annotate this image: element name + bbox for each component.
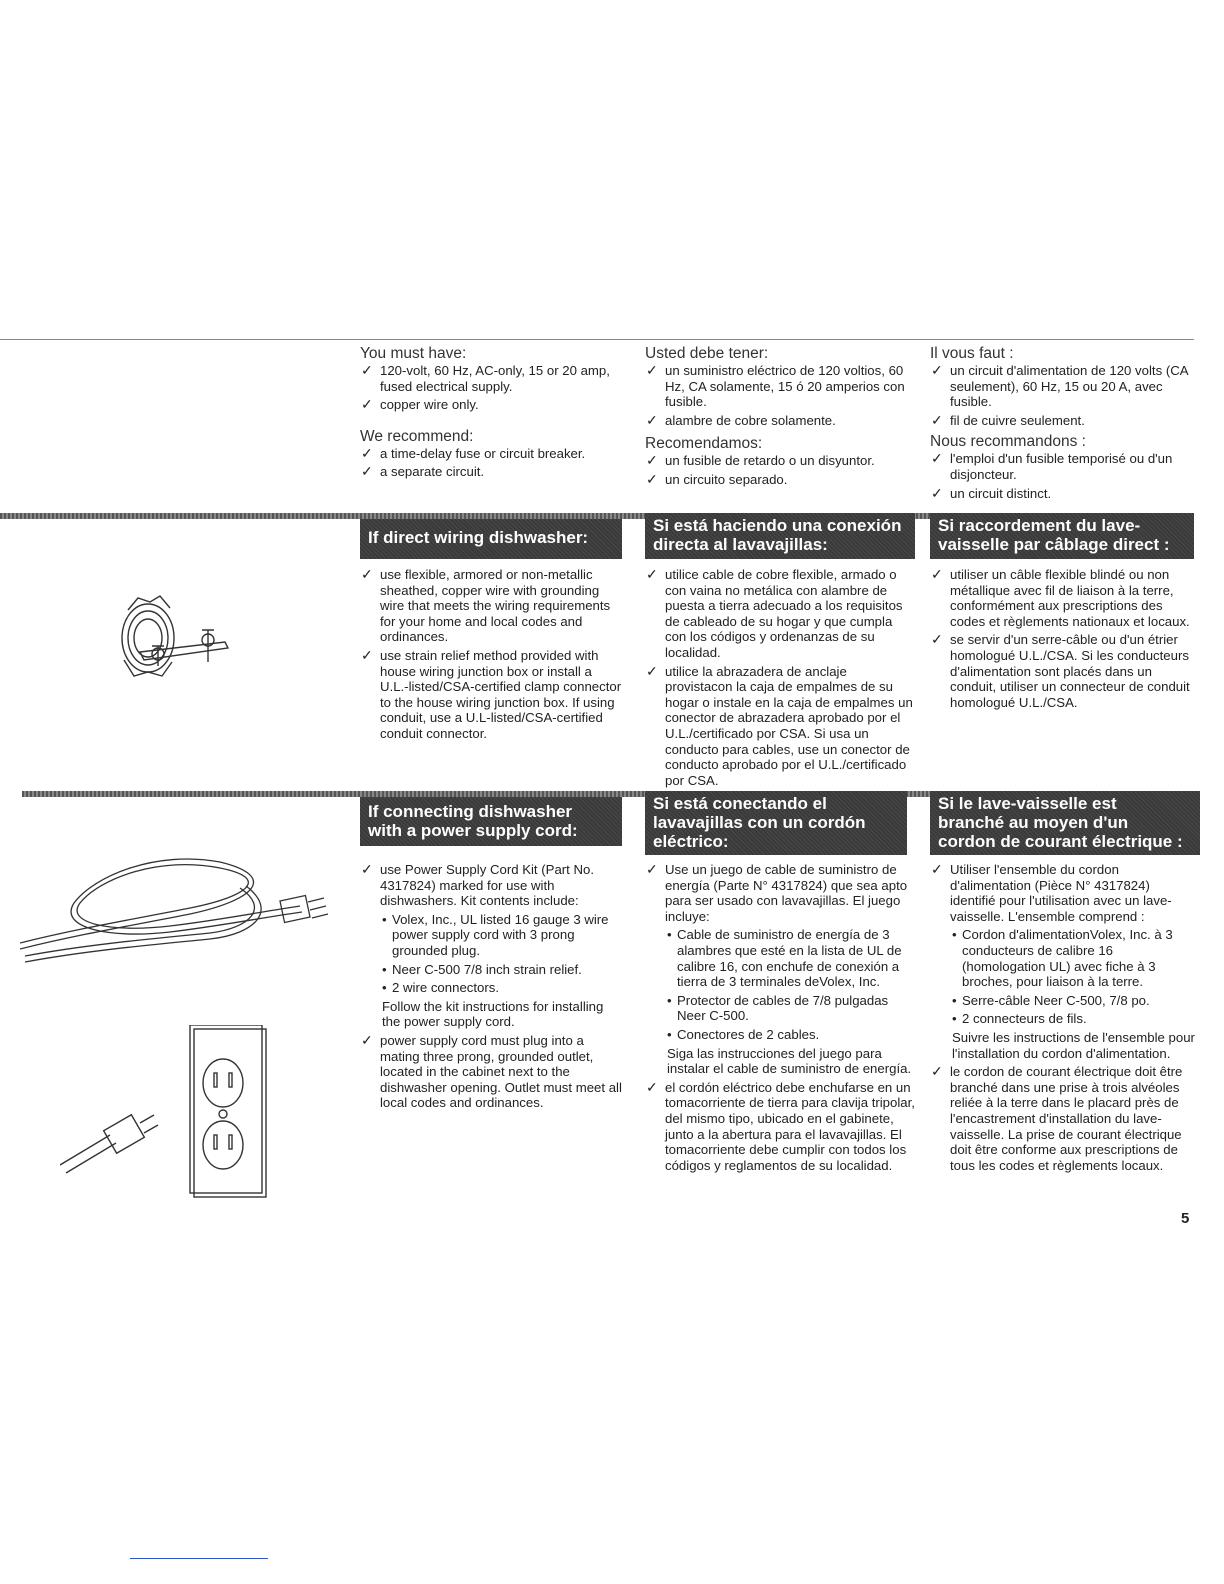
list-item: ✓ a time-delay fuse or circuit breaker. [361, 444, 586, 461]
requirements-fr [930, 345, 1200, 504]
checkmark-icon: ✓ [646, 362, 658, 378]
list-item: ✓ Utiliser l'ensemble du cordon d'alimentation (Pièce N° 4317824) identifié pour l'utilisation avec un lave-vaisselle. L'ensemble comprend : [931, 861, 1172, 924]
bullet-item: • Conectores de 2 cables. [667, 1026, 820, 1042]
checkmark-icon: ✓ [646, 470, 658, 487]
checkmark-icon: ✓ [361, 1031, 373, 1048]
must-have-heading: You must have: [360, 345, 467, 362]
bullet-icon: • [952, 927, 957, 943]
bullet-item: • Cable de suministro de energía de 3 alambres que esté en la lista de UL de calibre 16, con enchufe de conexión a tierra de 3 terminales deVolex, Inc. [667, 927, 902, 990]
list-item: ✓ use Power Supply Cord Kit (Part No. 4317824) marked for use with dishwashers. Kit contents include: [361, 861, 595, 909]
list-item: ✓ fil de cuivre seulement. [931, 411, 1085, 428]
power-cord-heading-en: If connecting dishwasher with a power supply cord: [360, 797, 622, 846]
requirements-en [360, 345, 622, 483]
checkmark-icon: ✓ [361, 861, 373, 877]
list-item: ✓ utilice la abrazadera de anclaje provistacon la caja de empalmes de su hogar o instale en la caja de empalmes un conector de abrazadera aprobado por el U.L./certificado por CSA. Si usa un conducto para cables, use un conector de conducto aprobado por el U.L./certificado por CSA. [646, 662, 913, 788]
outlet-illustration [60, 1025, 270, 1200]
list-item: ✓ 120-volt, 60 Hz, AC-only, 15 or 20 amp, fused electrical supply. [361, 362, 610, 394]
recommend-heading: Recomendamos: [645, 435, 763, 453]
list-item: ✓ use strain relief method provided with house wiring junction box or install a U.L.-listed/CSA-certified clamp connector to the house wiring junction box. If using conduit, use a U.L-listed/CSA-certified conduit connector. [361, 646, 622, 741]
bullet-icon: • [667, 992, 672, 1008]
checkmark-icon: ✓ [931, 484, 943, 501]
junction-box-illustration [110, 590, 235, 685]
list-item: ✓ le cordon de courant électrique doit être branché dans une prise à trois alvéoles reliée à la terre dans le placard près de l'encastrement d'installation du lave-vaisselle. La prise de courant électrique doit être conforme aux prescriptions de tous les codes et règlements locaux. [931, 1063, 1183, 1173]
direct-wiring-en [360, 567, 622, 745]
list-item: ✓ se servir d'un serre-câble ou d'un étrier homologué U.L./CSA. Si les conducteurs d'alimentation sont placés dans un conduit, utiliser un connecteur de conduit homologué U.L./CSA. [931, 631, 1190, 710]
bullet-item: • Serre-câble Neer C-500, 7/8 po. [952, 992, 1150, 1008]
bullet-item: • Cordon d'alimentationVolex, Inc. à 3 conducteurs de calibre 16 (homologation UL) avec fiche à 3 broches, pour liaison à la terre. [952, 927, 1173, 990]
checkmark-icon: ✓ [931, 1063, 943, 1080]
checkmark-icon: ✓ [646, 411, 658, 428]
bullet-icon: • [952, 992, 957, 1008]
power-cord-en [360, 862, 622, 1114]
list-item: ✓ l'emploi d'un fusible temporisé ou d'un disjoncteur. [931, 450, 1173, 482]
checkmark-icon: ✓ [646, 452, 658, 469]
list-item: ✓ copper wire only. [361, 396, 479, 413]
bullet-item: • Neer C-500 7/8 inch strain relief. [382, 961, 582, 977]
direct-wiring-heading-es: Si está haciendo una conexión directa al lavavajillas: [645, 513, 915, 559]
power-cord-fr [930, 862, 1195, 1176]
bullet-icon: • [667, 1026, 672, 1042]
bullet-item: • Protector de cables de 7/8 pulgadas Neer C-500. [667, 992, 889, 1024]
checkmark-icon: ✓ [646, 662, 658, 679]
must-have-heading: Usted debe tener: [645, 345, 769, 362]
list-item: ✓ utiliser un câble flexible blindé ou non métallique avec fil de liaison à la terre, conformément aux prescriptions des codes et règlements nationaux et locaux. [931, 566, 1190, 629]
direct-wiring-heading-en: If direct wiring dishwasher: [360, 519, 622, 559]
top-rule [0, 339, 1194, 340]
kit-note: Follow the kit instructions for installing the power supply cord. [382, 998, 604, 1030]
list-item: ✓ un fusible de retardo o un disyuntor. [646, 452, 875, 469]
list-item: ✓ utilice cable de cobre flexible, armado o con vaina no metálica con alambre de puesta a tierra adecuado a los requisitos de cableado de su hogar y que cumpla con los códigos y ordenanzas de su localidad. [646, 566, 903, 660]
power-cord-heading-es: Si está conectando el lavavajillas con un cordón eléctrico: [645, 791, 907, 855]
recommend-heading: Nous recommandons : [930, 433, 1086, 451]
checkmark-icon: ✓ [646, 1078, 658, 1095]
list-item: ✓ un circuit d'alimentation de 120 volts (CA seulement), 60 Hz, 15 ou 20 A, avec fusible. [931, 362, 1188, 410]
list-item: ✓ power supply cord must plug into a mating three prong, grounded outlet, located in the cabinet next to the dishwasher opening. Outlet must meet all local codes and ordinances. [361, 1031, 622, 1111]
direct-wiring-es [645, 567, 917, 791]
page-number: 5 [1181, 1210, 1190, 1227]
checkmark-icon: ✓ [646, 861, 658, 877]
checkmark-icon: ✓ [361, 396, 373, 413]
checkmark-icon: ✓ [361, 463, 373, 480]
list-item: ✓ un circuito separado. [646, 470, 788, 487]
list-item: ✓ alambre de cobre solamente. [646, 411, 836, 428]
bullet-icon: • [667, 927, 672, 943]
bullet-icon: • [382, 980, 387, 996]
bullet-item: • Volex, Inc., UL listed 16 gauge 3 wire power supply cord with 3 prong grounded plug. [382, 911, 609, 958]
footer-line [130, 1558, 268, 1559]
requirements-es [645, 345, 915, 491]
checkmark-icon: ✓ [931, 861, 943, 877]
list-item: ✓ el cordón eléctrico debe enchufarse en un tomacorriente de tierra para clavija tripolar, del mismo tipo, ubicado en el gabinete, junto a la abertura para el lavavajillas. El tomacorriente debe cumplir con todos los códigos y reglamentos de su localidad. [646, 1078, 915, 1173]
list-item: ✓ use flexible, armored or non-metallic sheathed, copper wire with grounding wire that meets the wiring requirements for your home and local codes and ordinances. [361, 566, 611, 645]
list-item: ✓ a separate circuit. [361, 463, 485, 480]
power-cord-es [645, 862, 915, 1176]
power-cord-heading-fr: Si le lave-vaisselle est branché au moyen d'un cordon de courant électrique : [930, 791, 1200, 855]
bullet-item: • 2 connecteurs de fils. [952, 1011, 1087, 1027]
checkmark-icon: ✓ [931, 411, 943, 428]
checkmark-icon: ✓ [361, 362, 373, 378]
list-item: ✓ un circuit distinct. [931, 484, 1052, 501]
bullet-icon: • [382, 911, 387, 927]
checkmark-icon: ✓ [361, 444, 373, 461]
list-item: ✓ Use un juego de cable de suministro de energía (Parte N° 4317824) que sea apto para ser usado con lavavajillas. El juego incluye: [646, 861, 908, 924]
direct-wiring-heading-fr: Si raccordement du lave- vaisselle par câblage direct : [930, 513, 1194, 559]
bullet-icon: • [952, 1011, 957, 1027]
bullet-icon: • [382, 961, 387, 977]
kit-note: Siga las instrucciones del juego para instalar el cable de suministro de energía. [667, 1045, 912, 1077]
checkmark-icon: ✓ [931, 450, 943, 467]
must-have-heading: Il vous faut : [930, 345, 1014, 362]
direct-wiring-fr [930, 567, 1192, 713]
checkmark-icon: ✓ [361, 566, 373, 582]
bullet-item: • 2 wire connectors. [382, 980, 500, 996]
power-cord-illustration [20, 848, 340, 968]
checkmark-icon: ✓ [931, 566, 943, 582]
kit-note: Suivre les instructions de l'ensemble pour l'installation du cordon d'alimentation. [952, 1029, 1195, 1061]
checkmark-icon: ✓ [931, 631, 943, 648]
checkmark-icon: ✓ [361, 646, 373, 663]
checkmark-icon: ✓ [931, 362, 943, 378]
checkmark-icon: ✓ [646, 566, 658, 582]
recommend-heading: We recommend: [360, 427, 474, 445]
list-item: ✓ un suministro eléctrico de 120 voltios, 60 Hz, CA solamente, 15 ó 20 amperios con fusible. [646, 362, 905, 410]
